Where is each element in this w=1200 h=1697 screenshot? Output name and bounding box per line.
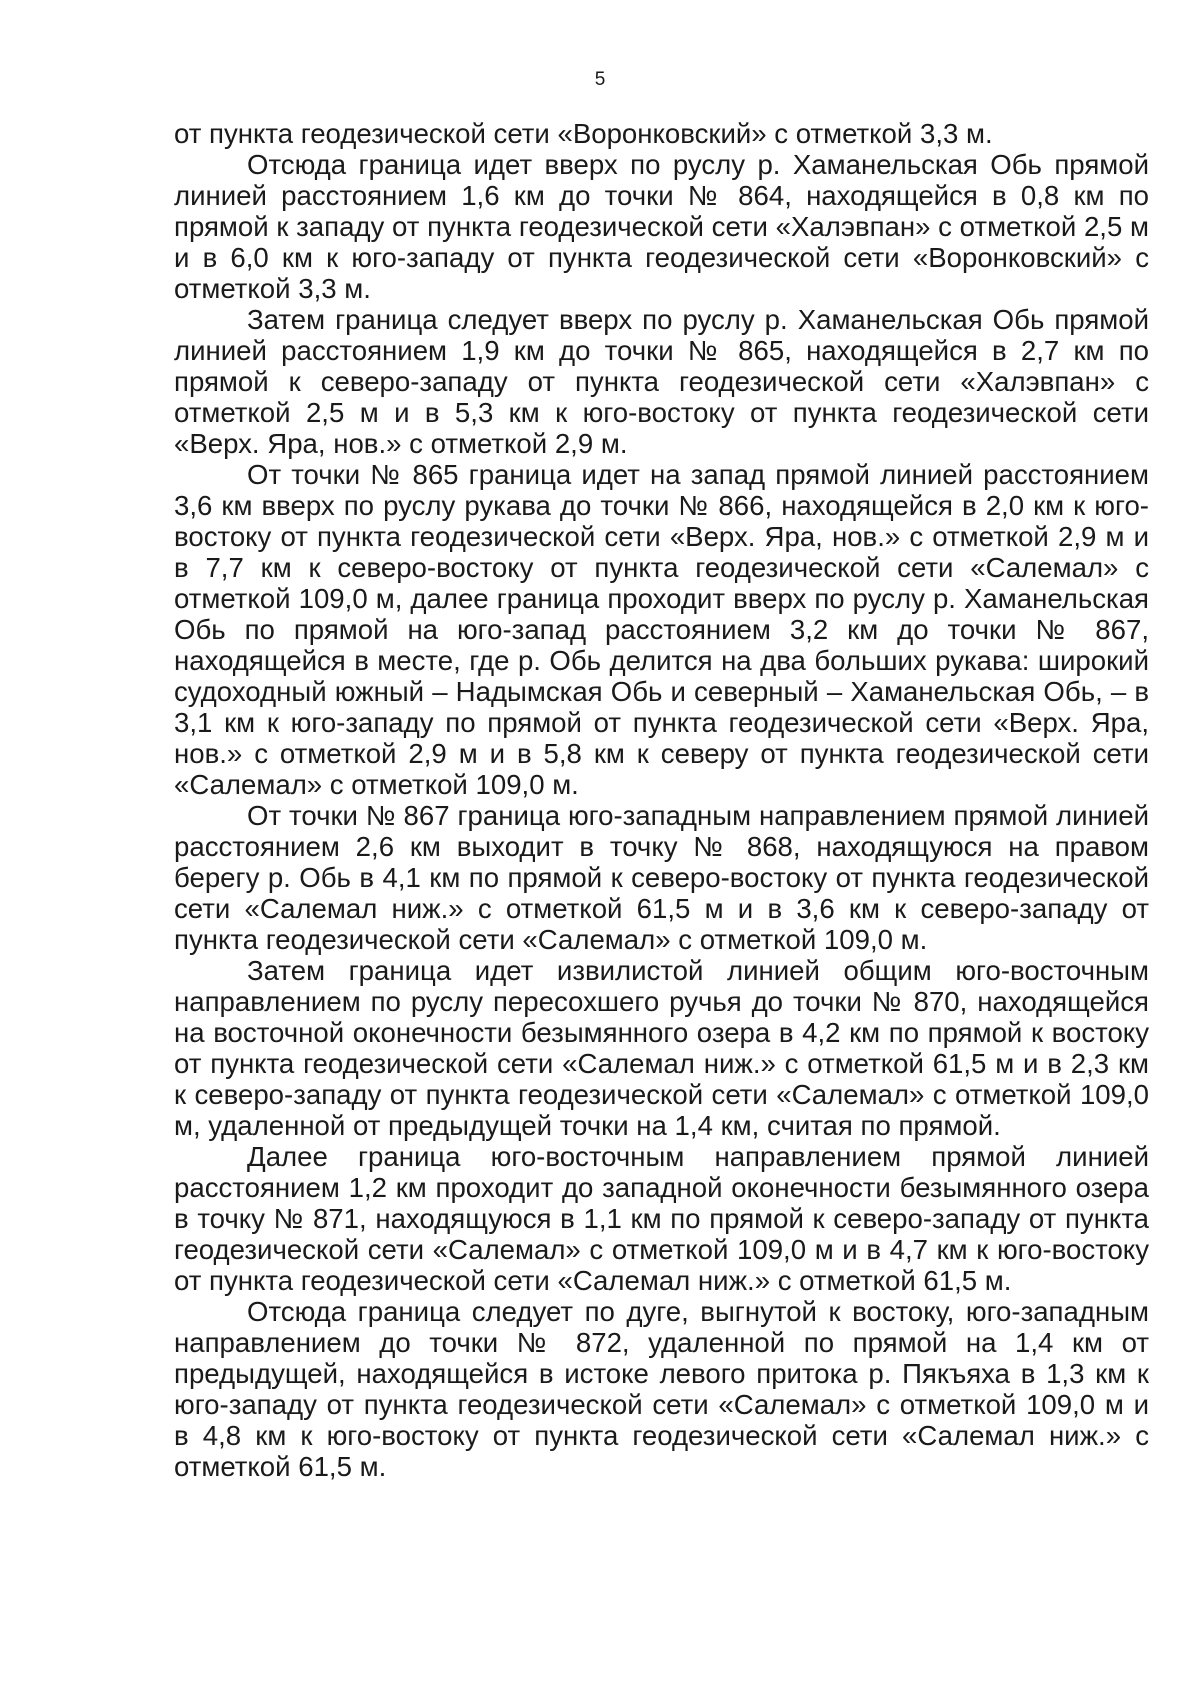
paragraph-point-870: Затем граница идет извилистой линией общим юго-восточным направлением по руслу пересохшего ручья до точки № 870, находящейся на восточной оконечности безымянного озера в 4,2 км по прямой к востоку от пункта геодезической сети «Салемал ниж.» с отметкой 61,5 м и в 2,3 км к северо-западу от пункта геодезической сети «Салемал» с отметкой 109,0 м, удаленной от предыдущей точки на 1,4 км, считая по прямой.: [174, 955, 1149, 1141]
page-number: 5: [594, 69, 606, 90]
paragraph-point-865: Затем граница следует вверх по руслу р. Хаманельская Обь прямой линией расстоянием 1,9 км до точки № 865, находящейся в 2,7 км по прямой к северо-западу от пункта геодезической сети «Халэвпан» с отметкой 2,5 м и в 5,3 км к юго-востоку от пункта геодезической сети «Верх. Яра, нов.» с отметкой 2,9 м.: [174, 304, 1149, 459]
document-body: [174, 118, 1149, 1482]
paragraph-point-872: Отсюда граница следует по дуге, выгнутой к востоку, юго-западным направлением до точки № 872, удаленной по прямой на 1,4 км от предыдущей, находящейся в истоке левого притока р. Пякъяха в 1,3 км к юго-западу от пункта геодезической сети «Салемал» с отметкой 109,0 м и в 4,8 км к юго-востоку от пункта геодезической сети «Салемал ниж.» с отметкой 61,5 м.: [174, 1296, 1149, 1482]
paragraph-continuation: от пункта геодезической сети «Воронковский» с отметкой 3,3 м.: [174, 118, 993, 149]
paragraph-point-864: Отсюда граница идет вверх по руслу р. Хаманельская Обь прямой линией расстоянием 1,6 км до точки № 864, находящейся в 0,8 км по прямой к западу от пункта геодезической сети «Халэвпан» с отметкой 2,5 м и в 6,0 км к юго-западу от пункта геодезической сети «Воронковский» с отметкой 3,3 м.: [174, 149, 1149, 304]
paragraph-point-871: Далее граница юго-восточным направлением прямой линией расстоянием 1,2 км проходит до западной оконечности безымянного озера в точку № 871, находящуюся в 1,1 км по прямой к северо-западу от пункта геодезической сети «Салемал» с отметкой 109,0 м и в 4,7 км к юго-востоку от пункта геодезической сети «Салемал ниж.» с отметкой 61,5 м.: [174, 1141, 1149, 1296]
paragraph-points-866-867: От точки № 865 граница идет на запад прямой линией расстоянием 3,6 км вверх по руслу рукава до точки № 866, находящейся в 2,0 км к юго-востоку от пункта геодезической сети «Верх. Яра, нов.» с отметкой 2,9 м и в 7,7 км к северо-востоку от пункта геодезической сети «Салемал» с отметкой 109,0 м, далее граница проходит вверх по руслу р. Хаманельская Обь по прямой на юго-запад расстоянием 3,2 км до точки № 867, находящейся в месте, где р. Обь делится на два больших рукава: широкий судоходный южный – Надымская Обь и северный – Хаманельская Обь, – в 3,1 км к юго-западу по прямой от пункта геодезической сети «Верх. Яра, нов.» с отметкой 2,9 м и в 5,8 км к северу от пункта геодезической сети «Салемал» с отметкой 109,0 м.: [174, 459, 1149, 800]
paragraph-point-868: От точки № 867 граница юго-западным направлением прямой линией расстоянием 2,6 км выходит в точку № 868, находящуюся на правом берегу р. Обь в 4,1 км по прямой к северо-востоку от пункта геодезической сети «Салемал ниж.» с отметкой 61,5 м и в 3,6 км к северо-западу от пункта геодезической сети «Салемал» с отметкой 109,0 м.: [174, 800, 1149, 955]
